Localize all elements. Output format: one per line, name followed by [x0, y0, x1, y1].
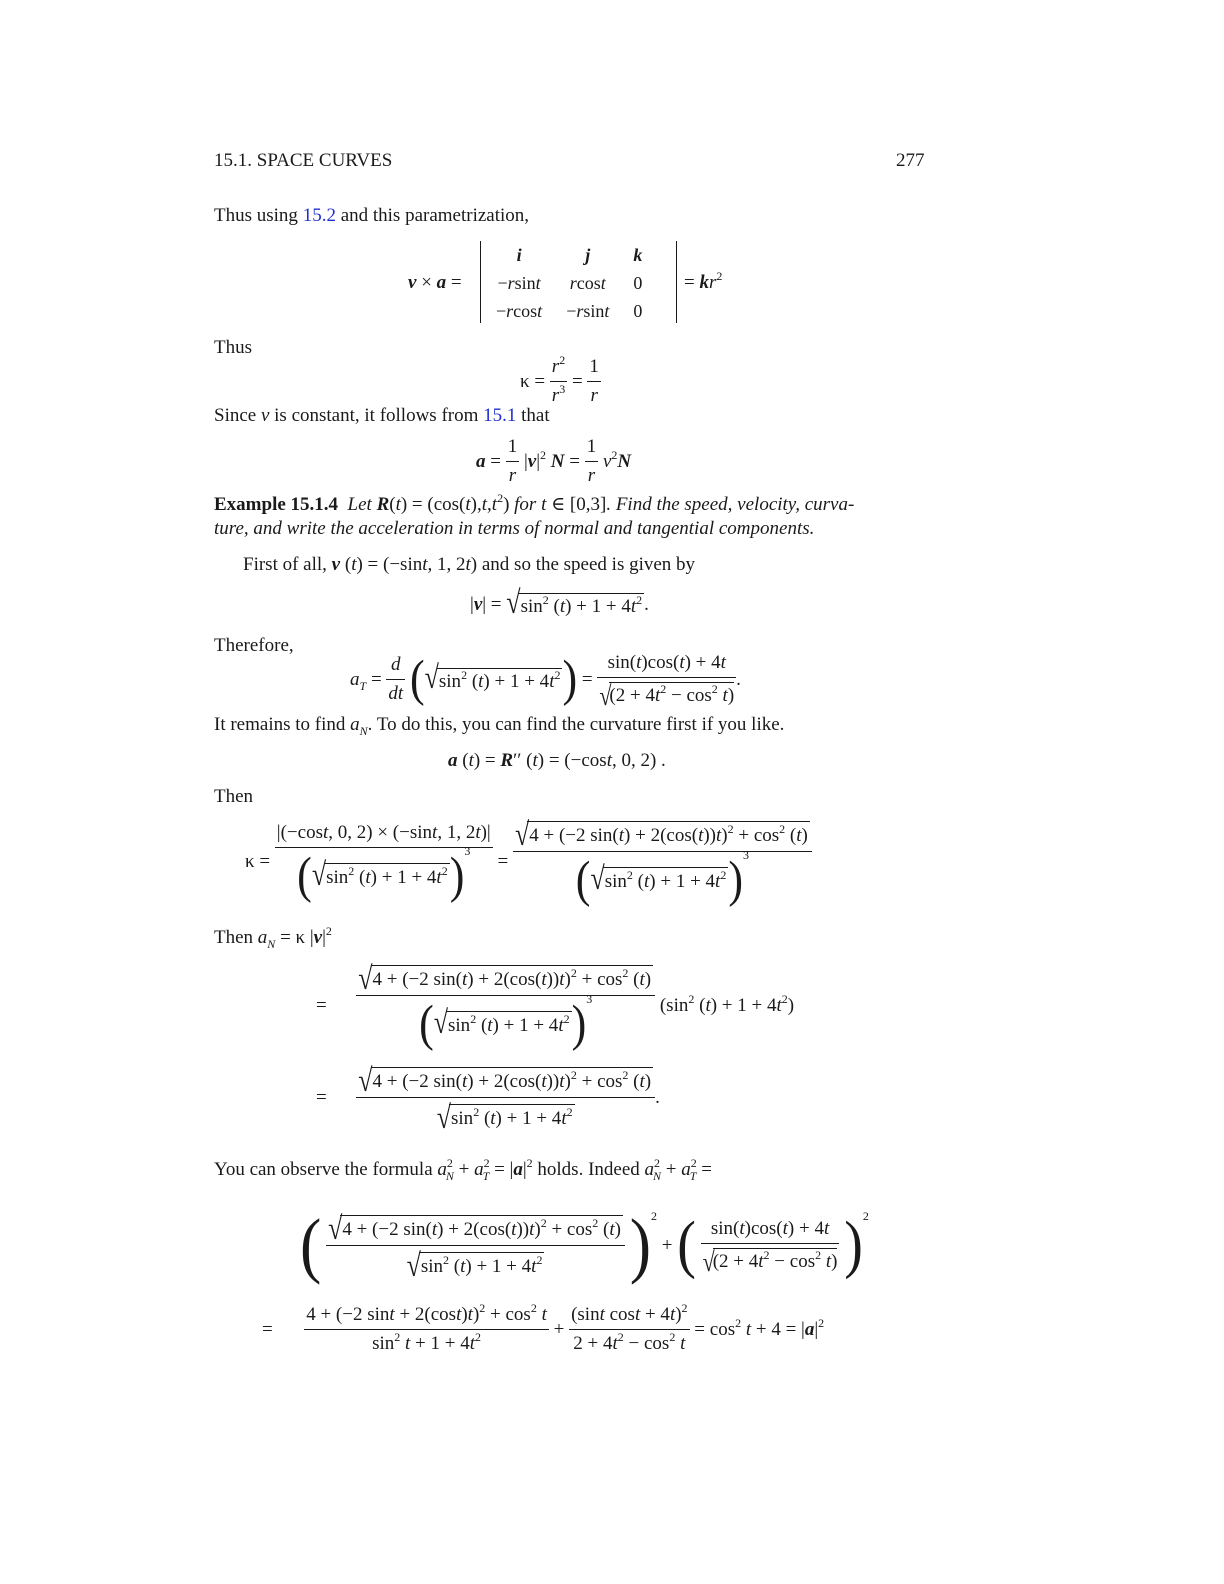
example-statement-line1: Example 15.1.4 Let $R(t) = (\cos(t),t,t^2)$ for t ∈ [0,3]. Find the speed, velocity, curva-	[214, 491, 855, 515]
sum-of-squares-expression: ( $\frac{√4 + (-2 \sin(t) + 2(\cos(t))t)^2 + \cos^2 (t)}{√\sin^2 (t) + 1 + 4t^2}$ )$^2$ + ( $\frac{\sin(t)\cos(t) + 4t}{√(2 + 4t^2 - \cos^2 t)}$ )$^2$	[300, 1203, 869, 1286]
paragraph-since: Since v is constant, it follows from 15.1 that	[214, 405, 550, 426]
normal-acceleration-step2: = $\frac{√4 + (-2 \sin(t) + 2(\cos(t))t)^2 + \cos^2 (t)}{√\sin^2 (t) + 1 + 4t^2}$ .	[316, 1062, 660, 1136]
paragraph-then-an: Then $a_N = \kappa$ $|v|^2$	[214, 924, 332, 951]
tangential-acceleration-equation: $a_T$ = $\frac{d}{dt}$ ($√\sin^2$ $(t) + 1 + 4t^2$) = $\frac{\sin(t)\cos(t) + 4t}{√(2 + 4t^2 - \cos^2 t)}$ .	[350, 650, 741, 711]
paragraph-then: Then	[214, 786, 254, 807]
example-label: Example 15.1.4	[214, 494, 339, 515]
running-header	[214, 151, 392, 170]
paragraph-thus: Thus	[214, 337, 252, 358]
cross-product-rhs: = $kr^2$	[684, 269, 723, 293]
paragraph-remains: It remains to find $a_N$. To do this, you can find the curvature first if you like.	[214, 714, 785, 738]
acceleration-vector-equation: a (t) = R′′ (t) = (−cost, 0, 2) .	[448, 750, 666, 771]
equation-link-15-1[interactable]: 15.1	[483, 405, 517, 426]
acceleration-equation: a = $\frac{1}{r}$ $|v|^2$ N = $\frac{1}{r}$ $v^2N$	[476, 436, 632, 486]
cross-product-lhs: v × a =	[408, 272, 462, 293]
determinant-matrix: i j k −rsint rcost 0 −rcost −rsint 0	[496, 245, 643, 321]
paragraph-first-of-all: First of all, v (t) = (−sint, 1, 2t) and so the speed is given by	[243, 554, 696, 575]
speed-equation: $|v| = √\sin^2$ $(t) + 1 + 4t^2$ .	[470, 584, 649, 621]
page-number: 277	[896, 150, 925, 171]
section-title: 15.1. SPACE CURVES	[214, 150, 393, 171]
paragraph-observe: You can observe the formula $a^2_N + a^2_T = |a|^2$ holds. Indeed $a^2_N + a^2_T$ =	[214, 1156, 712, 1183]
curvature-formula: κ = $\frac{|(-\cos t, 0, 2) \times (-\sin t, 1, 2t)|}{(√\sin^2 (t) + 1 + 4t^2)^3}$ = $\frac{√4 + (-2 \sin(t) + 2(\cos(t))t)^2 + \cos^2 (t)}{(√\sin^2 (t) + 1 + 4t^2)^3}$	[245, 818, 812, 905]
sum-of-squares-simplified: = $\frac{4 + (-2 \sin t + 2(\cos t)t)^2 + \cos^2 t}{\sin^2 t + 1 + 4t^2}$ + $\frac{(\sin t \cos t + 4t)^2}{2 + 4t^2 - \cos^2 t}$ = $\cos^2 t + 4 = |a|^2$	[262, 1301, 825, 1354]
example-statement-line2: ture, and write the acceleration in terms of normal and tangential components.	[214, 518, 815, 539]
paragraph-therefore: Therefore,	[214, 635, 294, 656]
curvature-equation: κ = $\frac{r^2}{r^3}$ = $\frac{1}{r}$	[520, 353, 599, 406]
equation-link-15-2[interactable]: 15.2	[302, 205, 336, 226]
normal-acceleration-step1: = $\frac{√4 + (-2 \sin(t) + 2(\cos(t))t)^2 + \cos^2 (t)}{(√\sin^2 (t) + 1 + 4t^2)^3}$ ($\sin^2$ $(t) + 1 + 4t^2$)	[316, 960, 795, 1052]
paragraph-thus-using: Thus using 15.2 and this parametrization,	[214, 205, 530, 226]
